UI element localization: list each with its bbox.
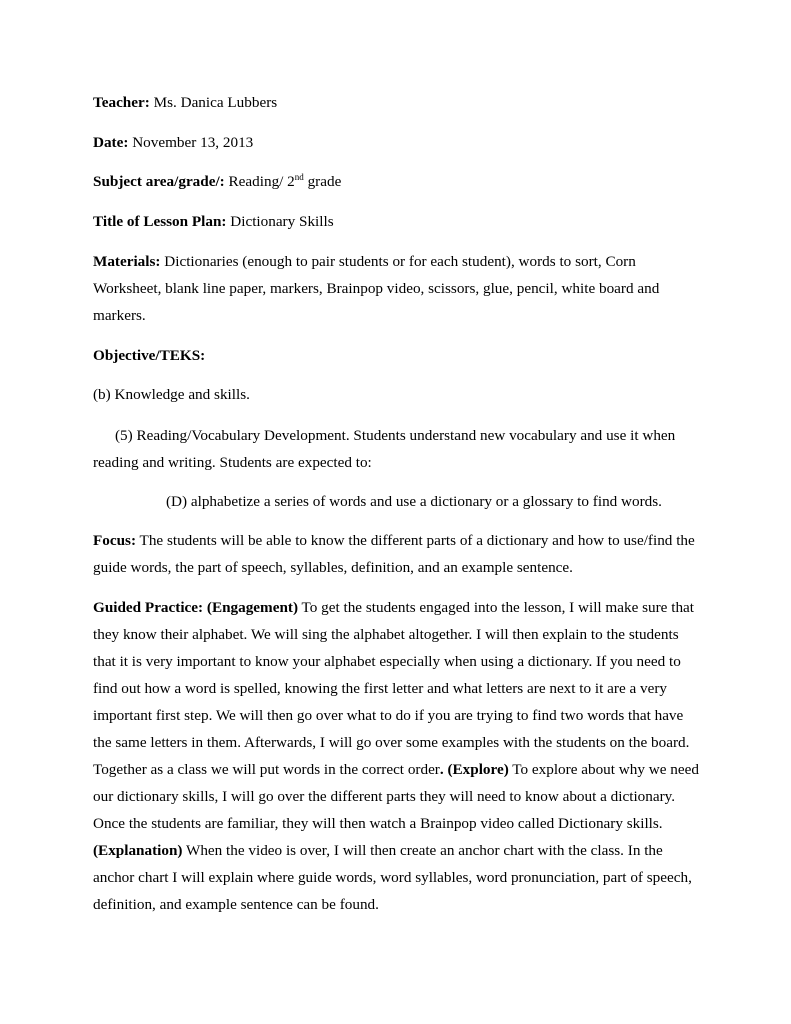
focus-label: Focus: xyxy=(93,532,137,549)
date-value: November 13, 2013 xyxy=(128,134,254,151)
teks-b-text: (b) Knowledge and skills. xyxy=(93,386,250,403)
materials-text: Dictionaries (enough to pair students or for each student), words to sort, Corn Worksheet, blank line paper, markers, Brainpop video, scissors, glue, pencil, white board and markers. xyxy=(93,253,660,324)
teacher-value: Ms. Danica Lubbers xyxy=(149,94,278,111)
date-label: Date: xyxy=(93,134,129,151)
teks-5-text: (5) Reading/Vocabulary Development. Students understand new vocabulary and use it when reading and writing. Students are expected to: xyxy=(93,427,676,471)
teks-b-line xyxy=(93,381,703,408)
teacher-label: Teacher: xyxy=(93,94,150,111)
teks-5-paragraph xyxy=(93,422,703,476)
engagement-text: To get the students engaged into the lesson, I will make sure that they know their alphabet. We will sing the alphabet altogether. I will then explain to the students that it is very important to know your alphabet especially when using a dictionary. If you need to find out how a word is spelled, knowing the first letter and what letters are next to it are a very important first step. We will then go over what to do if you are trying to find two words that have the same letters in them. Afterwards, I will go over some examples with the students on the board. Together as a class we will put words in the correct order xyxy=(93,599,694,778)
teks-d-text: (D) alphabetize a series of words and use a dictionary or a glossary to find words. xyxy=(166,493,662,510)
title-line xyxy=(93,208,703,235)
objective-label: Objective/TEKS: xyxy=(93,347,206,364)
subject-value-post: grade xyxy=(303,173,342,190)
focus-text: The students will be able to know the different parts of a dictionary and how to use/find the guide words, the part of speech, syllables, definition, and an example sentence. xyxy=(93,532,695,576)
subject-value-pre: Reading/ 2 xyxy=(224,173,295,190)
date-line xyxy=(93,129,703,156)
subject-line xyxy=(93,168,703,195)
subject-label: Subject area/grade/: xyxy=(93,173,225,190)
teks-d-line xyxy=(166,488,706,515)
focus-paragraph xyxy=(93,527,703,581)
explanation-label: (Explanation) xyxy=(93,842,183,859)
explore-text: To explore about why we need our dictionary skills, I will go over the different parts they will need to know about a dictionary. Once the students are familiar, they will then watch a Brainpop video called Dictionary skills. xyxy=(93,761,699,832)
title-value: Dictionary Skills xyxy=(226,213,334,230)
materials-paragraph xyxy=(93,248,703,329)
objective-heading xyxy=(93,342,703,369)
teacher-line xyxy=(93,89,703,116)
subject-grade-suffix: nd xyxy=(294,172,304,182)
guided-practice-paragraph xyxy=(93,594,703,918)
materials-label: Materials: xyxy=(93,253,161,270)
guided-practice-label: Guided Practice: xyxy=(93,599,204,616)
engagement-label: (Engagement) xyxy=(203,599,299,616)
explanation-text: When the video is over, I will then create an anchor chart with the class. In the anchor chart I will explain where guide words, word syllables, word pronunciation, part of speech, definition, and example sentence can be found. xyxy=(93,842,692,913)
explore-label: . (Explore) xyxy=(439,761,509,778)
title-label: Title of Lesson Plan: xyxy=(93,213,227,230)
